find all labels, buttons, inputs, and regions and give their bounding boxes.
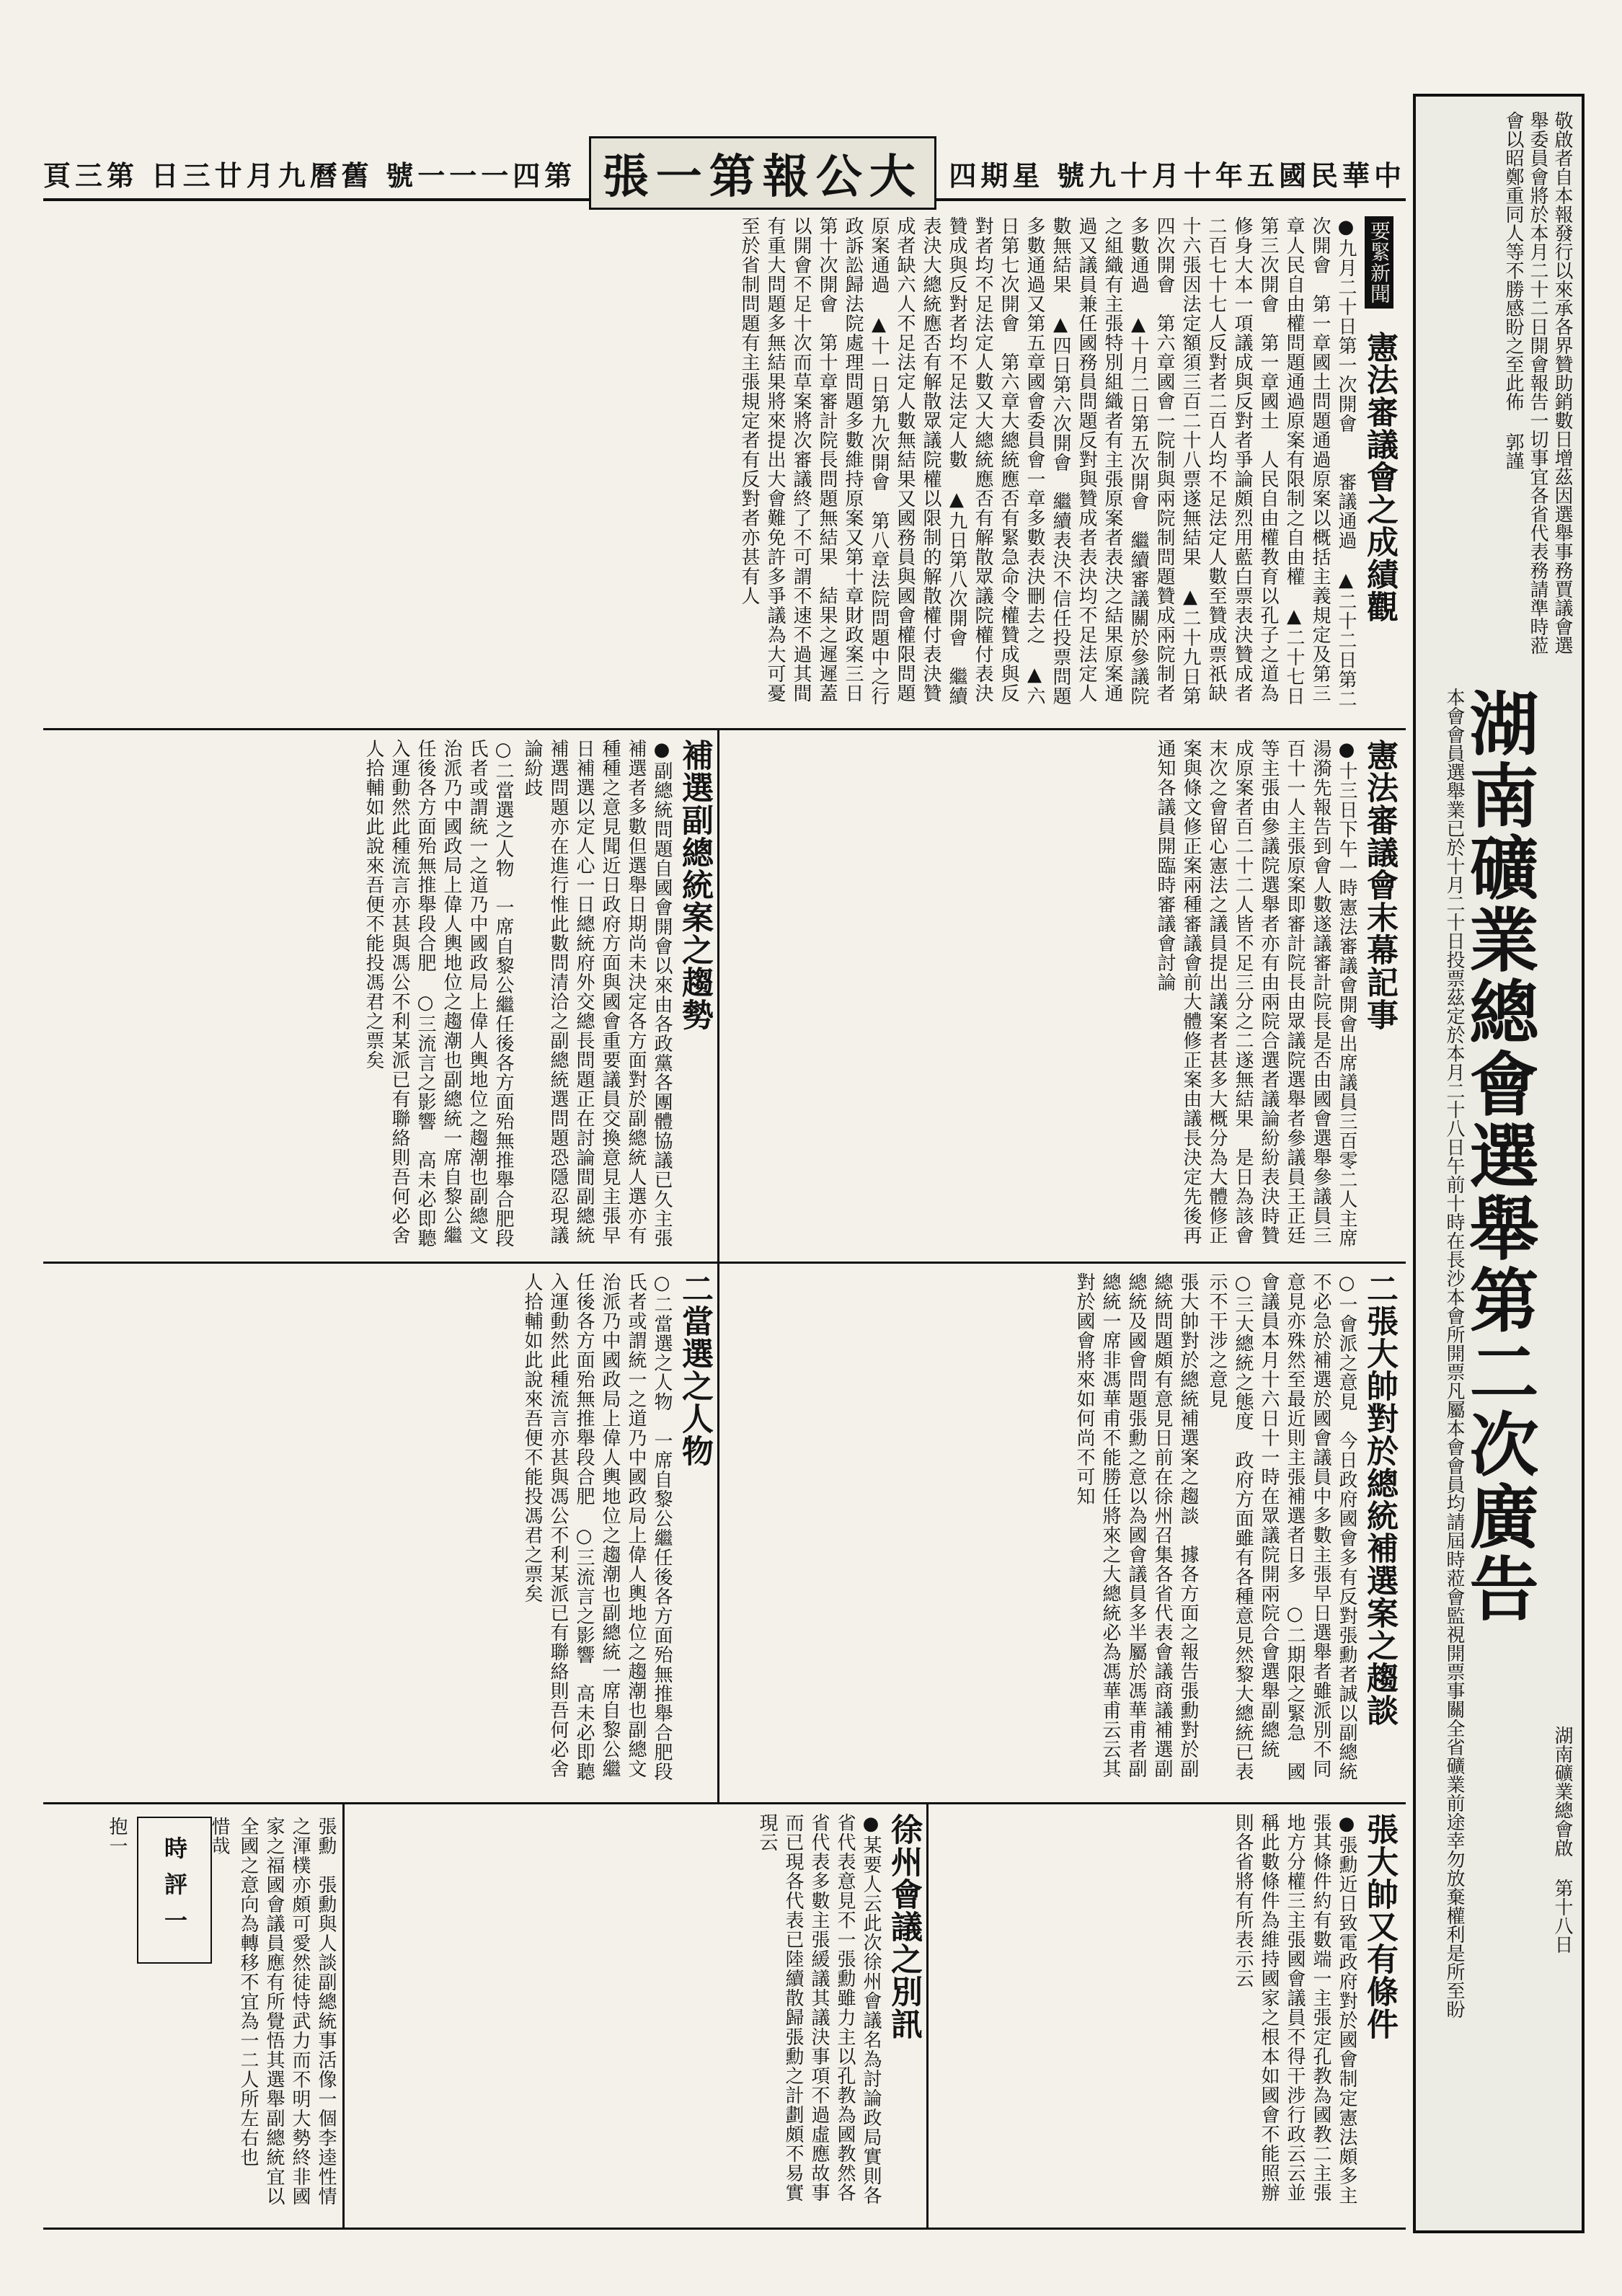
article-body: ○二當選之人物 一席自黎公繼任後各方面殆無推舉合肥段氏者或謂統一之道乃中國政局上偉人輿地位之趨潮也副總文治派乃中國政局上偉人輿地位之趨潮也副總統一席自黎公繼任後各方面殆無推舉段合肥 ○三流言之影響 高未必即聽入運動然此種流言亦甚與馮公不利某派已有聯絡則吾何必舍人拾輔如此說來吾便不能投馮君之票矣 (363, 739, 514, 1248)
article-constitution-results (50, 216, 1399, 721)
article-title: 憲法審議會之成績觀 (1361, 331, 1398, 623)
column-divider (342, 1804, 345, 2228)
ad-title: 湖南礦業總會選舉第二次廣告 (1458, 688, 1540, 1625)
ad-body (1423, 688, 1466, 2202)
page-number: 頁三第 (43, 159, 139, 192)
article-title: 二當選之人物 (676, 1272, 713, 1467)
page-header (43, 148, 1406, 204)
article-body: ●十三日下午一時憲法審議會開會出席議員三百零二人主席湯漪先報告到會人數遂議審計院長是否由國會選舉參議員三百十一人主張原案即審計院長由眾議院選舉者參議員王正廷等主張由參議院選舉者亦有由兩院合選者議論紛紛表決時贊成原案者百二十二人皆不足三分之二遂無結果 是日為該會末次之會留心憲法之議員提出議案者甚多大概分為大體修正案與條文修正案兩種審議會前大體修正案由議長決定先後再通知各議員開臨時審議會討論 (1154, 739, 1357, 1248)
advertisement-column (1413, 94, 1585, 2233)
article-constitution-final (721, 739, 1399, 1254)
ad-sign: 湖南礦業總會啟 (1551, 1726, 1573, 1857)
commentary-signature: 抱一 (106, 1817, 128, 1856)
ad-notice (1423, 111, 1574, 659)
article-body: 張大帥對於總統補選案之趨談 據各方面之報告張勳對於副總統問題頗有意見日前在徐州召集各省代表會議商議補選副總統及國會問題張勳之意以為國會議員多半屬於馮華甫者副總統一席非馮華甫不能勝任將來之大總統必為馮華甫云云其對於國會將來如何尚不可知 (1073, 1272, 1199, 1778)
ad-signature (1473, 1726, 1574, 2216)
article-candidates (50, 1272, 714, 1795)
ad-notice-sign: 郭謹 (1502, 433, 1524, 470)
article-xuzhou-meeting (346, 1813, 923, 2220)
article-zhang-conditions (930, 1813, 1399, 2220)
commentary-box-title: 時評一 (137, 1817, 212, 1964)
article-body: ○二當選之人物 一席自黎公繼任後各方面殆無推舉合肥段氏者或謂統一之道乃中國政局上偉人輿地位之趨潮也副總文治派乃中國政局上偉人輿地位之趨潮也副總統一席自黎公繼任後各方面殆無推舉段合肥 ○三流言之影響 高未必即聽入運動然此種流言亦甚與馮公不利某派已有聯絡則吾何必舍人拾輔如此說來吾便不能投馮君之票矣 (521, 1272, 673, 1781)
article-vice-president-election (50, 739, 714, 1254)
article-body: ●九月二十日第一次開會 審議通過 ▲二十二日第二次開會 第一章國土問題通過原案以概括主義規定及第三章人民自由權問題通過原案有限制之自由權 ▲二十七日第三次開會 第一章國土 人民自由權教育以孔子之道為修身大本一項議成與反對者爭論頗烈用藍白票表決贊成者二百七十七人反對者二百人均不足法定人數至贊成票祇缺十六張因法定額須三百二十八票遂無結果 ▲二十九日第四次開會 第六章國會一院制與兩院制問題贊成兩院制者多數通過 ▲十月二日第五次開會 繼續審議關於參議院之組織有主張特別組織者有主張原案者表決之結果原案通過又議員兼任國務員問題反對與贊成者表決均不足法定人數無結果 ▲四日第六次開會 繼續表決不信任投票問題多數通過又第五章國會委員會一章多數表決刪去之 ▲六日第七次開會 第六章大總統應否有緊急命令權贊成與反對者均不足法定人數又大總統應否有解散眾議院權付表決贊成與反對者均不足法定人數 ▲九日第八次開會 繼續表決大總統應否有解散眾議院權以限制的解散權付表決贊成者缺六人不足法定人數無結果又國務員與國會權限問題原案通過 ▲十一日第九次開會 第八章法院問題中之行政訴訟歸法院處理問題多數維持原案又第十章財政案三日第十次開會 第十章審計院長問題無結果 結果之遲遲蓋以開會不足十次而草案將次審議終了不可謂不速不過其間有重大問題多無結果將來提出大會難免許多爭議為大可憂至於省制問題有主張規定者有反對者亦甚有人 (738, 216, 1357, 709)
row-divider (43, 1262, 1406, 1264)
article-title: 補選副總統案之趨勢 (676, 739, 713, 1031)
commentary-zhang-xun (208, 1817, 339, 2220)
weekday: 四期星 (949, 159, 1045, 192)
western-date: 號九十月十年五國民華中 (1056, 159, 1406, 192)
ad-notice-text: 敬啟者自本報發行以來承各界贊助銷數日增茲因選舉事務賈議會選舉委員會將於本月二十二日開會報告一切事宜各省代表務請準時蒞會以昭鄭重同人等不勝感盼之至此佈 (1502, 111, 1573, 655)
article-body: ●副總統問題自國會開會以來由各政黨各團體協議已久主張補選者多數但選舉日期尚未決定各方面對於副總統人選亦有種種之意見聞近日政府方面與國會重要議員交換意見主張早日補選以定人心一日總統府外交總長問題正在討論間副總統補選問題亦在進行惟此數問清洽之副總統選問題恐隱忍現議論紛歧 (521, 739, 673, 1248)
issue-number: 號一一一四第 (386, 159, 577, 192)
commentary-note: 惜哉 (208, 1817, 230, 1856)
article-body: ○一會派之意見 今日政府國會多有反對張勳者誠以副總統不必急於補選於國會議員中多數主張早日選舉者雖派別不同意見亦殊然至最近則主張補選者日多 ○二期限之緊急 國會議員本月十六日十一時在眾議院開兩院合會選舉副總統 ○三大總統之態度 政府方面雖有各種意見然黎大總統已表示不干涉之意見 (1206, 1272, 1357, 1781)
commentary-body: 張勳 張勳與人談副總統事活像一個李逵性情之渾樸亦頗可愛然徒恃武力而不明大勢終非國家之福國會議員應有所覺悟其選舉副總統宜以全國之意向為轉移不宜為一二人所左右也 (237, 1817, 337, 2206)
paper-name: 張一第報公大 (589, 136, 936, 210)
article-title: 張大帥又有條件 (1361, 1813, 1398, 2040)
commentary-sign (50, 1817, 130, 2220)
news-label: 要緊新聞 (1365, 216, 1393, 309)
ad-body-text: 本會會員選舉業已於十月二十日投票茲定於本月二十八日午前十時在長沙本會所開票凡屬本會會員均請屆時蒞會監視開票事關全省礦業前途幸勿放棄權利是所至盼 (1443, 688, 1465, 2018)
column-divider (926, 1804, 929, 2228)
column-divider (717, 730, 719, 1802)
article-zhang-xun-view (721, 1272, 1399, 1795)
article-body: ●張勳近日致電政府對於國會制定憲法頗多主張其條件約有數端一主張定孔教為國教二主張地方分權三主張國會議員不得干涉行政云云並稱此數條件為維持國家之根本如國會不能照辦則各省將有所表示云 (1232, 1813, 1357, 2205)
article-title: 二張大帥對於總統補選案之趨談 (1361, 1272, 1398, 1727)
lunar-date: 日三廿月九曆舊 (151, 159, 373, 192)
article-body: ●某要人云此次徐州會議名為討論政局實則各省代表意見不一張勳雖力主以孔教為國教然各省代表多數主張緩議其議決事項不過虛應故事而已現各代表已陸續散歸張勳之計劃頗不易實現云 (756, 1813, 882, 2205)
row-divider (43, 1802, 1406, 1804)
ad-date: 第十八日 (1551, 1879, 1573, 1954)
row-divider (43, 2228, 1406, 2230)
row-divider (43, 728, 1406, 730)
article-title: 憲法審議會末幕記事 (1361, 739, 1398, 1031)
article-title: 徐州會議之別訊 (885, 1813, 922, 2040)
